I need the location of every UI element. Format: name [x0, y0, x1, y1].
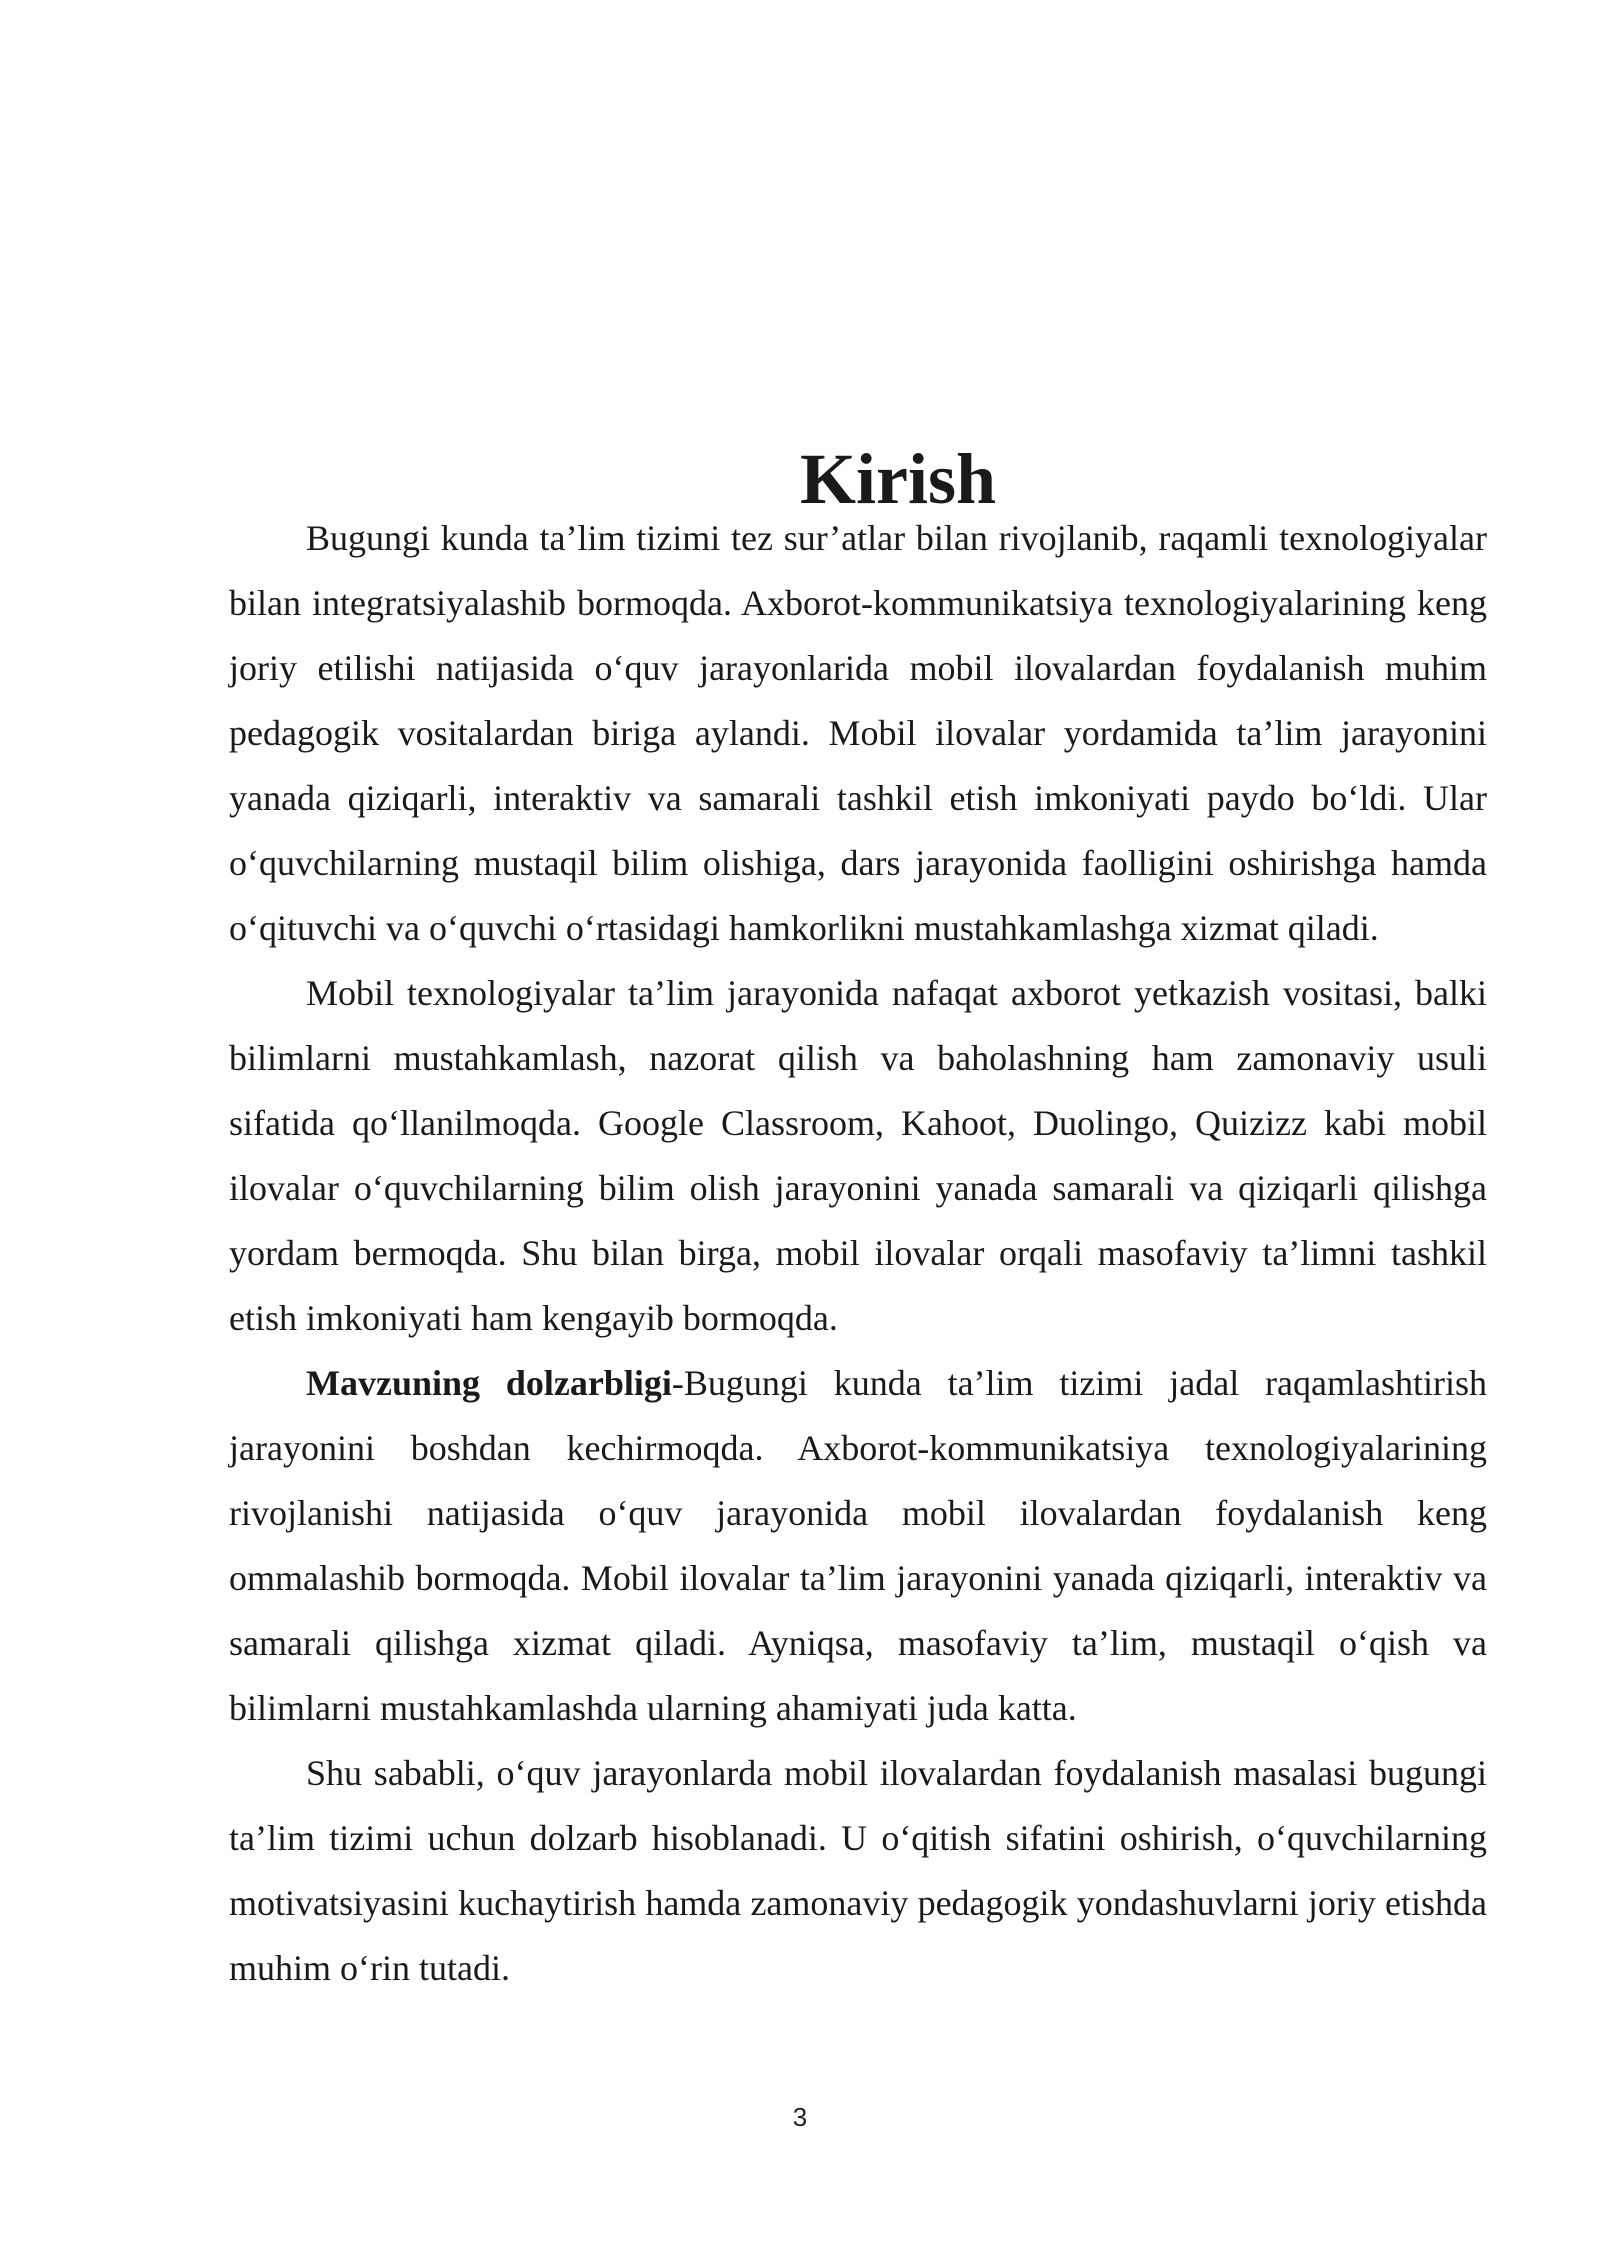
relevance-heading: Mavzuning dolzarbligi	[306, 1363, 672, 1403]
paragraph-relevance-text: -Bugungi kunda ta’lim tizimi jadal raqamlashtirish jarayonini boshdan kechirmoqda. Axborot-kommunikatsiya texnologiyalarining rivojlanishi natijasida o‘quv jarayonida mobil ilovalardan foydalanish keng ommalashib bormoqda. Mobil ilovalar ta’lim jarayonini yanada qiziqarli, interaktiv va samarali qilishga xizmat qiladi. Ayniqsa, masofaviy ta’lim, mustaqil o‘qish va bilimlarni mustahkamlashda ularning ahamiyati juda katta.	[229, 1363, 1487, 1728]
paragraph-conclusion-text: Shu sababli, o‘quv jarayonlarda mobil ilovalardan foydalanish masalasi bugungi ta’lim tizimi uchun dolzarb hisoblanadi. U o‘qitish sifatini oshirish, o‘quvchilarning motivatsiyasini kuchaytirish hamda zamonaviy pedagogik yondashuvlarni joriy etishda muhim o‘rin tutadi.	[229, 1753, 1487, 1988]
page-title: Kirish	[799, 439, 997, 519]
paragraph-intro	[229, 506, 1487, 961]
paragraph-mobile-technologies	[229, 961, 1487, 1351]
page-number: 3	[792, 2102, 808, 2132]
paragraph-conclusion	[229, 1741, 1487, 2001]
page-content	[229, 439, 1487, 2001]
paragraph-mobile-technologies-text: Mobil texnologiyalar ta’lim jarayonida nafaqat axborot yetkazish vositasi, balki bilimlarni mustahkamlash, nazorat qilish va baholashning ham zamonaviy usuli sifatida qo‘llanilmoqda. Google Classroom, Kahoot, Duolingo, Quizizz kabi mobil ilovalar o‘quvchilarning bilim olish jarayonini yanada samarali va qiziqarli qilishga yordam bermoqda. Shu bilan birga, mobil ilovalar orqali masofaviy ta’limni tashkil etish imkoniyati ham kengayib bormoqda.	[229, 973, 1487, 1338]
paragraph-intro-text: Bugungi kunda ta’lim tizimi tez sur’atlar bilan rivojlanib, raqamli texnologiyalar bilan integratsiyalashib bormoqda. Axborot-kommunikatsiya texnologiyalarining keng joriy etilishi natijasida o‘quv jarayonlarida mobil ilovalardan foydalanish muhim pedagogik vositalardan biriga aylandi. Mobil ilovalar yordamida ta’lim jarayonini yanada qiziqarli, interaktiv va samarali tashkil etish imkoniyati paydo bo‘ldi. Ular o‘quvchilarning mustaqil bilim olishiga, dars jarayonida faolligini oshirishga hamda o‘qituvchi va o‘quvchi o‘rtasidagi hamkorlikni mustahkamlashga xizmat qiladi.	[229, 518, 1487, 948]
paragraph-relevance	[229, 1351, 1487, 1741]
